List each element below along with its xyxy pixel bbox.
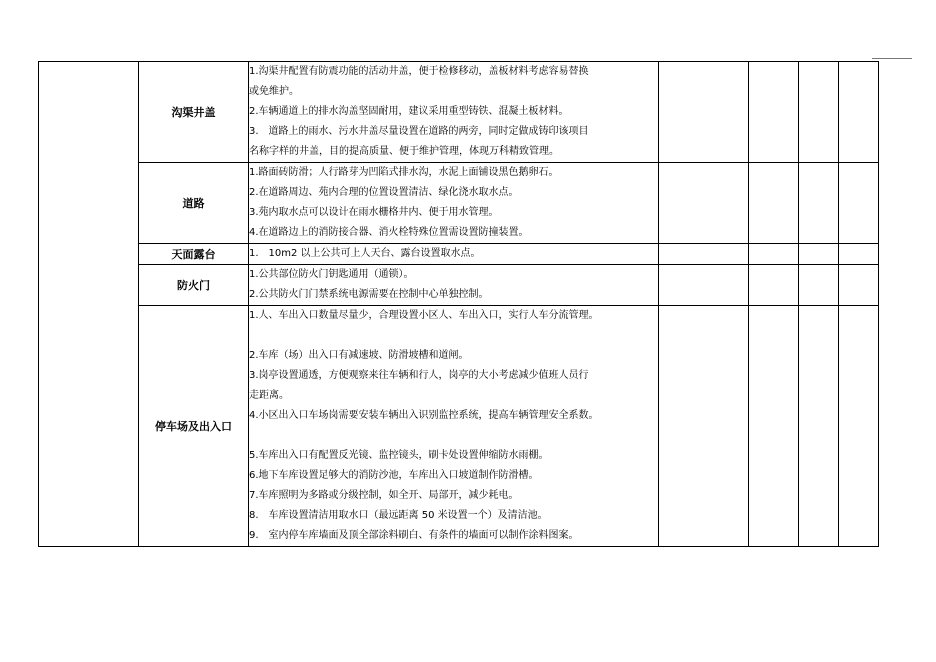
content-cell: [249, 62, 659, 163]
spec-table: [38, 61, 879, 547]
content-line: 3. 道路上的雨水、污水井盖尽量设置在道路的两旁，同时定做成铸印该项目: [249, 126, 589, 137]
content-line: 5.车库出入口有配置反光镜、监控镜头，刷卡处设置伸缩防水雨棚。: [249, 450, 549, 461]
empty-cell: [749, 265, 799, 306]
table-row: [39, 163, 879, 244]
empty-cell: [839, 244, 879, 265]
content-line: 1. 10m2 以上公共可上人天台、露台设置取水点。: [249, 248, 481, 259]
content-line: 或免维护。: [249, 86, 299, 97]
empty-cell: [749, 306, 799, 547]
table-row: [39, 265, 879, 306]
content-line: [249, 426, 658, 446]
content-line: [249, 326, 658, 346]
empty-cell: [659, 62, 749, 163]
content-line: 8. 车库设置清洁用取水口（最远距离 50 米设置一个）及清洁池。: [249, 510, 548, 521]
category-cell: 天面露台: [139, 244, 249, 265]
empty-cell: [659, 244, 749, 265]
content-line: 9. 室内停车库墙面及顶全部涂料刷白、有条件的墙面可以制作涂料图案。: [249, 530, 579, 541]
category-cell: 沟渠井盖: [139, 62, 249, 163]
empty-cell: [749, 62, 799, 163]
empty-cell: [749, 163, 799, 244]
empty-cell: [839, 265, 879, 306]
table-row: [39, 306, 879, 547]
table-row: [39, 244, 879, 265]
header-rule: [872, 58, 912, 59]
content-line: 3.岗亭设置通透，方便观察来往车辆和行人，岗亭的大小考虑减少值班人员行: [249, 370, 589, 381]
content-line: 1.沟渠井配置有防震功能的活动井盖，便于检修移动，盖板材料考虑容易替换: [249, 66, 589, 77]
content-line: 走距离。: [249, 390, 289, 401]
empty-cell: [839, 62, 879, 163]
content-line: 1.人、车出入口数量尽量少，合理设置小区人、车出入口，实行人车分流管理。: [249, 310, 599, 321]
content-cell: [249, 306, 659, 547]
content-cell: [249, 244, 659, 265]
content-line: 2.车库（场）出入口有减速坡、防滑坡槽和道闸。: [249, 350, 469, 361]
category-cell: 停车场及出入口: [139, 306, 249, 547]
content-line: 4.小区出入口车场岗需要安装车辆出入识别监控系统，提高车辆管理安全系数。: [249, 410, 599, 421]
table-row: [39, 62, 879, 163]
section-cell: [39, 62, 139, 547]
content-line: 3.苑内取水点可以设计在雨水栅格井内、便于用水管理。: [249, 207, 499, 218]
content-line: 2.公共防火门门禁系统电源需要在控制中心单独控制。: [249, 289, 489, 300]
content-line: 名称字样的井盖，目的提高质量、便于维护管理，体现万科精致管理。: [249, 146, 559, 157]
empty-cell: [799, 163, 839, 244]
category-cell: 道路: [139, 163, 249, 244]
empty-cell: [839, 163, 879, 244]
empty-cell: [749, 244, 799, 265]
empty-cell: [799, 306, 839, 547]
content-line: 6.地下车库设置足够大的消防沙池，车库出入口坡道制作防滑槽。: [249, 470, 539, 481]
content-line: 1.公共部位防火门钥匙通用（通锁）。: [249, 269, 414, 280]
content-line: 2.在道路周边、苑内合理的位置设置清洁、绿化浇水取水点。: [249, 187, 519, 198]
empty-cell: [799, 265, 839, 306]
content-line: 2.车辆通道上的排水沟盖坚固耐用，建议采用重型铸铁、混凝土板材料。: [249, 106, 569, 117]
category-cell: 防火门: [139, 265, 249, 306]
empty-cell: [799, 62, 839, 163]
content-cell: [249, 163, 659, 244]
empty-cell: [659, 163, 749, 244]
empty-cell: [659, 265, 749, 306]
empty-cell: [799, 244, 839, 265]
content-line: 4.在道路边上的消防接合器、消火栓特殊位置需设置防撞装置。: [249, 227, 529, 238]
empty-cell: [839, 306, 879, 547]
content-cell: [249, 265, 659, 306]
content-line: 1.路面砖防滑；人行路芽为凹陷式排水沟，水泥上面铺设黑色鹅卵石。: [249, 167, 559, 178]
empty-cell: [659, 306, 749, 547]
content-line: 7.车库照明为多路或分级控制，如全开、局部开，减少耗电。: [249, 490, 519, 501]
